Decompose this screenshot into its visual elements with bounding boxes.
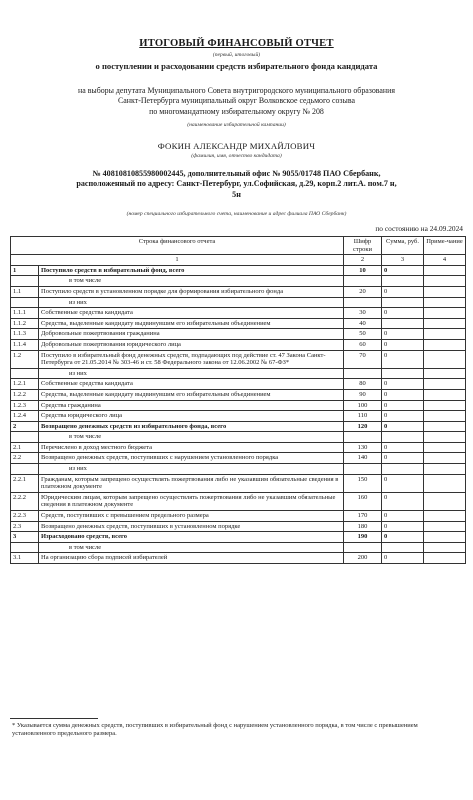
election-name (0, 86, 473, 117)
table-row (11, 368, 466, 379)
table-row (11, 286, 466, 297)
row-text-cell: Средства юридического лица (39, 411, 344, 422)
row-sum-cell (382, 368, 424, 379)
row-code-cell: 120 (344, 421, 382, 432)
table-row (11, 308, 466, 319)
row-text-cell: в том числе (39, 542, 344, 553)
table-row (11, 532, 466, 543)
row-code-cell: 130 (344, 442, 382, 453)
row-note-cell (424, 286, 466, 297)
footnote: * Указывается сумма денежных средств, поступивших в избирательный фонд с нарушением установленного порядка, в том числе с превышением установленного предельного размера. (12, 722, 418, 737)
row-code-cell: 160 (344, 492, 382, 510)
row-sum-cell: 0 (382, 474, 424, 492)
row-text-cell: Поступило средств в установленном порядке для формирования избирательного фонда (39, 286, 344, 297)
row-sum-cell: 0 (382, 553, 424, 564)
row-text-cell: Средства, выделенные кандидату выдвинувшим его избирательным объединением (39, 318, 344, 329)
row-note-cell (424, 542, 466, 553)
table-column-numbers-row (11, 255, 466, 266)
account-info (0, 169, 473, 200)
row-code-cell: 10 (344, 265, 382, 276)
row-text-cell: Средства гражданина (39, 400, 344, 411)
row-text-cell: Поступило средств в избирательный фонд, всего (39, 265, 344, 276)
row-number-cell (11, 542, 39, 553)
table-row (11, 553, 466, 564)
row-text-cell: Возвращено денежных средств, поступивших в установленном порядке (39, 521, 344, 532)
header-cell: Приме-чание (424, 237, 466, 255)
row-sum-cell: 0 (382, 339, 424, 350)
row-sum-cell (382, 432, 424, 443)
header-cell: Шифр строки (344, 237, 382, 255)
table-row (11, 492, 466, 510)
row-code-cell: 40 (344, 318, 382, 329)
row-text-cell: Перечислено в доход местного бюджета (39, 442, 344, 453)
row-sum-cell: 0 (382, 265, 424, 276)
row-sum-cell (382, 297, 424, 308)
table-row (11, 511, 466, 522)
report-title: ИТОГОВЫЙ ФИНАНСОВЫЙ ОТЧЕТ (139, 38, 334, 49)
row-code-cell: 150 (344, 474, 382, 492)
row-number-cell: 1 (11, 265, 39, 276)
row-sum-cell: 0 (382, 411, 424, 422)
row-note-cell (424, 553, 466, 564)
row-text-cell: Собственные средства кандидата (39, 379, 344, 390)
account-hint: (номер специального избирательного счета, наименование и адрес филиала ПАО Сбербанк) (126, 211, 347, 217)
row-text-cell: в том числе (39, 276, 344, 287)
report-subject: о поступлении и расходовании средств избирательного фонда кандидата (95, 61, 378, 71)
row-code-cell: 170 (344, 511, 382, 522)
row-number-cell: 3.1 (11, 553, 39, 564)
row-code-cell: 20 (344, 286, 382, 297)
row-note-cell (424, 297, 466, 308)
row-sum-cell: 0 (382, 350, 424, 368)
row-code-cell (344, 297, 382, 308)
row-text-cell: Добровольные пожертвования юридического лица (39, 339, 344, 350)
row-sum-cell: 0 (382, 286, 424, 297)
row-number-cell: 1.2.4 (11, 411, 39, 422)
row-sum-cell: 0 (382, 453, 424, 464)
header-cell: Строка финансового отчета (11, 237, 344, 255)
row-number-cell: 1.2.3 (11, 400, 39, 411)
row-text-cell: из них (39, 464, 344, 475)
row-note-cell (424, 265, 466, 276)
table-row (11, 389, 466, 400)
candidate-hint: (фамилия, имя, отчество кандидата) (191, 153, 282, 159)
table-row (11, 442, 466, 453)
table-row (11, 400, 466, 411)
row-note-cell (424, 411, 466, 422)
row-number-cell: 1.2 (11, 350, 39, 368)
row-note-cell (424, 350, 466, 368)
row-code-cell: 30 (344, 308, 382, 319)
row-code-cell: 200 (344, 553, 382, 564)
row-code-cell: 60 (344, 339, 382, 350)
row-code-cell (344, 542, 382, 553)
table-row (11, 464, 466, 475)
row-sum-cell: 0 (382, 389, 424, 400)
table-row (11, 432, 466, 443)
row-sum-cell: 0 (382, 492, 424, 510)
row-number-cell: 2.1 (11, 442, 39, 453)
row-text-cell: в том числе (39, 432, 344, 443)
row-note-cell (424, 511, 466, 522)
row-note-cell (424, 329, 466, 340)
row-note-cell (424, 532, 466, 543)
row-note-cell (424, 474, 466, 492)
row-sum-cell: 0 (382, 532, 424, 543)
report-table (10, 236, 466, 564)
row-number-cell (11, 297, 39, 308)
table-row (11, 329, 466, 340)
row-number-cell: 1.1.3 (11, 329, 39, 340)
header-cell: Сумма, руб. (382, 237, 424, 255)
row-sum-cell (382, 464, 424, 475)
row-note-cell (424, 492, 466, 510)
row-number-cell: 1.1.4 (11, 339, 39, 350)
account-line: № 40810810855980002445, дополнительный офис № 9055/01748 ПАО Сбербанк, (92, 169, 381, 178)
row-code-cell (344, 464, 382, 475)
row-note-cell (424, 432, 466, 443)
row-number-cell: 2 (11, 421, 39, 432)
row-number-cell (11, 368, 39, 379)
row-note-cell (424, 389, 466, 400)
row-note-cell (424, 442, 466, 453)
row-code-cell: 140 (344, 453, 382, 464)
row-text-cell: Возвращено денежных средств из избирательного фонда, всего (39, 421, 344, 432)
row-code-cell: 100 (344, 400, 382, 411)
row-number-cell (11, 432, 39, 443)
row-number-cell: 1.2.2 (11, 389, 39, 400)
table-row (11, 339, 466, 350)
row-code-cell: 70 (344, 350, 382, 368)
election-line: по многомандатному избирательному округу № 208 (149, 106, 324, 116)
row-number-cell (11, 464, 39, 475)
row-code-cell (344, 432, 382, 443)
table-row (11, 350, 466, 368)
row-number-cell: 3 (11, 532, 39, 543)
row-code-cell: 50 (344, 329, 382, 340)
row-text-cell: из них (39, 297, 344, 308)
column-number-cell: 4 (424, 255, 466, 266)
row-sum-cell: 0 (382, 511, 424, 522)
row-text-cell: На организацию сбора подписей избирателей (39, 553, 344, 564)
row-note-cell (424, 379, 466, 390)
row-code-cell: 80 (344, 379, 382, 390)
row-note-cell (424, 464, 466, 475)
row-note-cell (424, 521, 466, 532)
row-text-cell: Средства, выделенные кандидату выдвинувшим его избирательным объединением (39, 389, 344, 400)
election-line: Санкт-Петербурга муниципальный округ Волковское седьмого созыва (118, 96, 355, 106)
row-text-cell: Добровольные пожертвования гражданина (39, 329, 344, 340)
table-row (11, 265, 466, 276)
row-sum-cell (382, 542, 424, 553)
row-number-cell: 1.2.1 (11, 379, 39, 390)
table-row (11, 379, 466, 390)
row-sum-cell: 0 (382, 442, 424, 453)
row-sum-cell: 0 (382, 308, 424, 319)
row-code-cell: 180 (344, 521, 382, 532)
row-note-cell (424, 421, 466, 432)
row-note-cell (424, 308, 466, 319)
row-text-cell: Гражданам, которым запрещено осуществлять пожертвования либо не указавшим обязательные сведения в платежном документе (39, 474, 344, 492)
row-number-cell: 2.2.1 (11, 474, 39, 492)
account-line: расположенный по адресу: Санкт-Петербург, ул.Софийская, д.29, корп.2 лит.А. пом.7 н, (76, 179, 397, 189)
column-number-cell: 1 (11, 255, 344, 266)
table-row (11, 276, 466, 287)
row-text-cell: из них (39, 368, 344, 379)
row-sum-cell: 0 (382, 421, 424, 432)
candidate-name: ФОКИН АЛЕКСАНДР МИХАЙЛОВИЧ (157, 141, 316, 151)
account-line: 5н (232, 189, 241, 199)
election-hint: (наименование избирательной кампании) (187, 122, 286, 128)
row-text-cell: Израсходовано средств, всего (39, 532, 344, 543)
row-code-cell: 90 (344, 389, 382, 400)
row-number-cell: 2.2.2 (11, 492, 39, 510)
table-row (11, 542, 466, 553)
table-row (11, 318, 466, 329)
row-note-cell (424, 453, 466, 464)
report-date: по состоянию на 24.09.2024 (375, 224, 463, 233)
row-note-cell (424, 276, 466, 287)
table-row (11, 521, 466, 532)
column-number-cell: 2 (344, 255, 382, 266)
row-number-cell: 2.3 (11, 521, 39, 532)
row-text-cell: Поступило в избирательный фонд денежных средств, подпадающих под действие ст. 47 Закона Санкт-Петербурга от 21.05.2014 № 303-46 и ст. 58 Федерального закона от 12.06.2002 № 67-ФЗ* (39, 350, 344, 368)
row-text-cell: Собственные средства кандидата (39, 308, 344, 319)
row-sum-cell (382, 318, 424, 329)
row-number-cell: 2.2 (11, 453, 39, 464)
row-code-cell: 110 (344, 411, 382, 422)
table-row (11, 453, 466, 464)
row-code-cell: 190 (344, 532, 382, 543)
table-header-row (11, 237, 466, 255)
election-line: на выборы депутата Муниципального Совета внутригородского муниципального образования (78, 86, 395, 95)
row-code-cell (344, 276, 382, 287)
row-note-cell (424, 368, 466, 379)
report-type-hint: (первый, итоговый) (212, 52, 261, 58)
row-sum-cell (382, 276, 424, 287)
row-note-cell (424, 400, 466, 411)
row-note-cell (424, 339, 466, 350)
row-code-cell (344, 368, 382, 379)
row-text-cell: Средств, поступивших с превышением предельного размера (39, 511, 344, 522)
row-number-cell: 2.2.3 (11, 511, 39, 522)
row-text-cell: Возвращено денежных средств, поступивших с нарушением установленного порядка (39, 453, 344, 464)
row-sum-cell: 0 (382, 379, 424, 390)
row-number-cell: 1.1.2 (11, 318, 39, 329)
row-note-cell (424, 318, 466, 329)
table-row (11, 421, 466, 432)
row-sum-cell: 0 (382, 400, 424, 411)
column-number-cell: 3 (382, 255, 424, 266)
table-row (11, 411, 466, 422)
row-sum-cell: 0 (382, 329, 424, 340)
row-number-cell: 1.1.1 (11, 308, 39, 319)
table-row (11, 474, 466, 492)
row-sum-cell: 0 (382, 521, 424, 532)
row-text-cell: Юридическим лицам, которым запрещено осуществлять пожертвования либо не указавшим обязательные сведения в платежном документе (39, 492, 344, 510)
row-number-cell: 1.1 (11, 286, 39, 297)
footnote-divider (10, 718, 98, 719)
table-row (11, 297, 466, 308)
row-number-cell (11, 276, 39, 287)
